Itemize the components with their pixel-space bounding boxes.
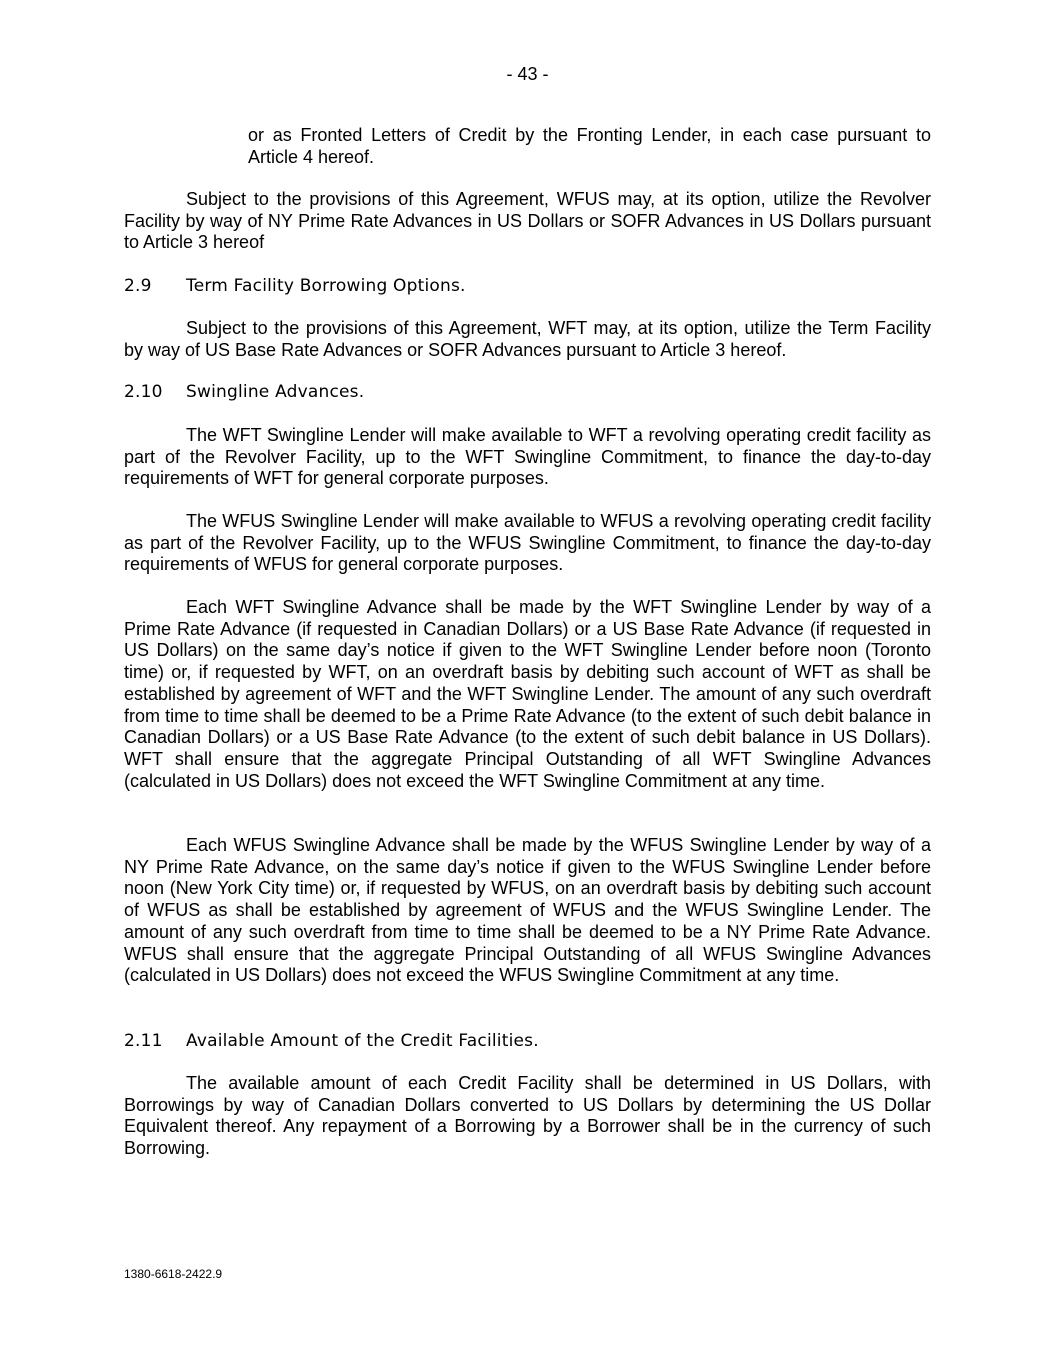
paragraph-term-facility: Subject to the provisions of this Agreement, WFT may, at its option, utilize the Term Facility by way of US Base Rate Advances or SOFR Advances pursuant to Article 3 hereof.	[124, 318, 931, 360]
section-number: 2.10	[124, 382, 163, 402]
page-number: - 43 -	[506, 64, 549, 84]
paragraph-wfus-swingline-advance: Each WFUS Swingline Advance shall be made by the WFUS Swingline Lender by way of a NY Prime Rate Advance, on the same day’s notice if given to the WFUS Swingline Lender before noon (New York City time) or, if requested by WFUS, on an overdraft basis by debiting such account of WFUS as shall be established by agreement of WFUS and the WFUS Swingline Lender. The amount of any such overdraft from time to time shall be deemed to be a NY Prime Rate Advance. WFUS shall ensure that the aggregate Principal Outstanding of all WFUS Swingline Advances (calculated in US Dollars) does not exceed the WFUS Swingline Commitment at any time.	[124, 835, 931, 986]
section-title: Term Facility Borrowing Options.	[186, 276, 466, 296]
section-heading-2-9	[124, 276, 466, 297]
paragraph-available-amount: The available amount of each Credit Facility shall be determined in US Dollars, with Borrowings by way of Canadian Dollars converted to US Dollars by determining the US Dollar Equivalent thereof. Any repayment of a Borrowing by a Borrower shall be in the currency of such Borrowing.	[124, 1073, 931, 1159]
section-title: Swingline Advances.	[186, 382, 365, 402]
paragraph-wfus-revolver: Subject to the provisions of this Agreement, WFUS may, at its option, utilize the Revolver Facility by way of NY Prime Rate Advances in US Dollars or SOFR Advances in US Dollars pursuant to Article 3 hereof	[124, 189, 931, 253]
section-heading-2-10	[124, 382, 364, 403]
document-id-footer: 1380-6618-2422.9	[124, 1267, 223, 1281]
section-heading-2-11	[124, 1031, 539, 1052]
paragraph-wft-swingline-advance: Each WFT Swingline Advance shall be made by the WFT Swingline Lender by way of a Prime Rate Advance (if requested in Canadian Dollars) or a US Base Rate Advance (if requested in US Dollars) on the same day’s notice if given to the WFT Swingline Lender before noon (Toronto time) or, if requested by WFT, on an overdraft basis by debiting such account of WFT as shall be established by agreement of WFT and the WFT Swingline Lender. The amount of any such overdraft from time to time shall be deemed to be a Prime Rate Advance (to the extent of such debit balance in Canadian Dollars) or a US Base Rate Advance (to the extent of such debit balance in US Dollars). WFT shall ensure that the aggregate Principal Outstanding of all WFT Swingline Advances (calculated in US Dollars) does not exceed the WFT Swingline Commitment at any time.	[124, 597, 931, 791]
paragraph-wfus-swingline-facility: The WFUS Swingline Lender will make available to WFUS a revolving operating credit facility as part of the Revolver Facility, up to the WFUS Swingline Commitment, to finance the day-to-day requirements of WFUS for general corporate purposes.	[124, 511, 931, 575]
section-title: Available Amount of the Credit Facilities.	[186, 1031, 539, 1051]
section-number: 2.9	[124, 276, 152, 296]
paragraph-wft-swingline-facility: The WFT Swingline Lender will make available to WFT a revolving operating credit facility as part of the Revolver Facility, up to the WFT Swingline Commitment, to finance the day-to-day requirements of WFT for general corporate purposes.	[124, 425, 931, 489]
section-number: 2.11	[124, 1031, 163, 1051]
continuation-text: or as Fronted Letters of Credit by the Fronting Lender, in each case pursuant to Article 4 hereof.	[248, 125, 931, 167]
